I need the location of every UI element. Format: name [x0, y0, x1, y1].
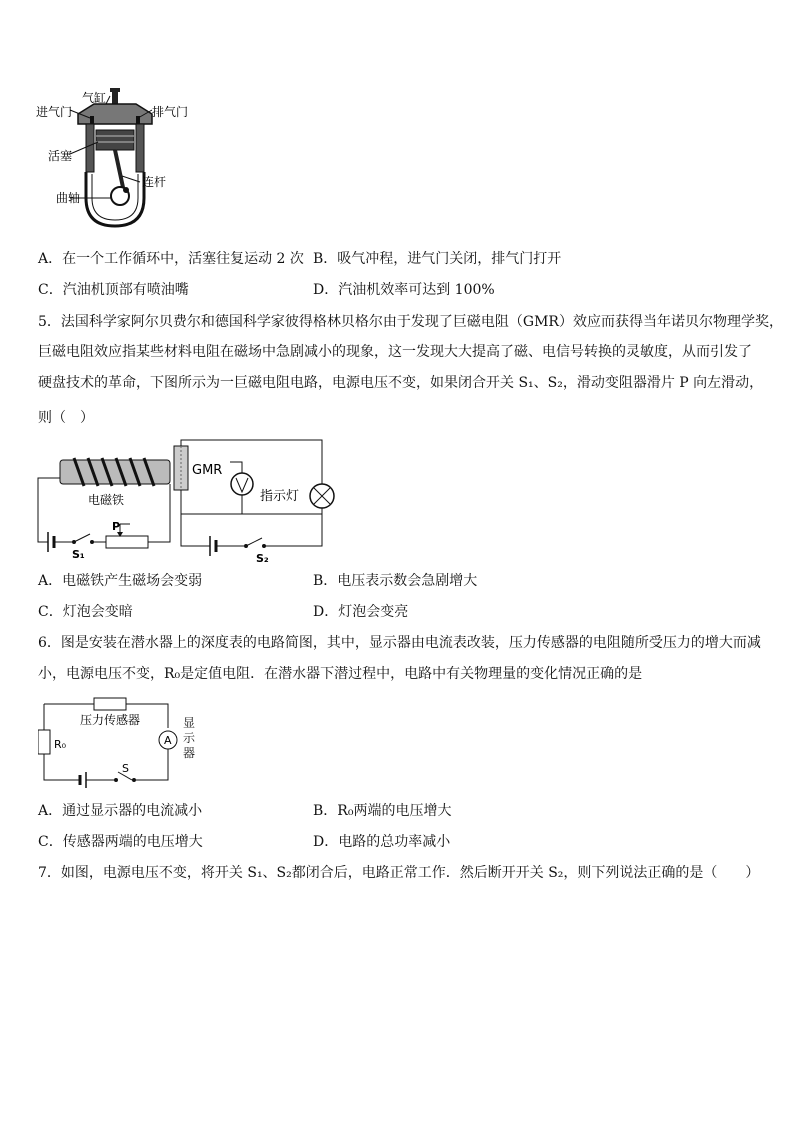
q6-option-d: D．电路的总功率减小 — [313, 834, 451, 850]
q6-option-c: C．传感器两端的电压增大 — [38, 834, 203, 850]
label-s1: S₁ — [72, 548, 85, 561]
label-gmr: GMR — [192, 463, 223, 478]
q6-option-b: B．R₀两端的电压增大 — [313, 803, 452, 819]
label-s2: S₂ — [256, 552, 269, 565]
q7-stem-line1: 7．如图，电源电压不变，将开关 S₁、S₂都闭合后，电路正常工作．然后断开开关 S₂，则下列说法正确的是（ ） — [38, 865, 760, 881]
q6-option-a: A．通过显示器的电流减小 — [38, 803, 203, 819]
q5-option-c: C．灯泡会变暗 — [38, 604, 133, 620]
engine-diagram — [34, 86, 234, 232]
label-ammeter: A — [164, 734, 172, 747]
label-p: P — [112, 520, 121, 533]
label-r0: R₀ — [54, 738, 67, 751]
q4-option-a: A．在一个工作循环中，活塞往复运动 2 次 — [38, 251, 304, 267]
q5-stem-line3: 硬盘技术的革命，下图所示为一巨磁电阻电路，电源电压不变，如果闭合开关 S₁、S₂，滑动变阻器滑片 P 向左滑动， — [38, 375, 764, 391]
q4-option-b: B．吸气冲程，进气门关闭，排气门打开 — [313, 251, 562, 267]
q6-stem-line1: 6．图是安装在潜水器上的深度表的电路简图，其中，显示器由电流表改装，压力传感器的电阻随所受压力的增大而减 — [38, 635, 761, 651]
label-display: 显示器 — [183, 716, 196, 760]
q6-stem-line2: 小，电源电压不变，R₀是定值电阻．在潜水器下潜过程中，电路中有关物理量的变化情况正确的是 — [38, 666, 643, 682]
q5-option-d: D．灯泡会变亮 — [313, 604, 409, 620]
q5-stem-line1: 5．法国科学家阿尔贝费尔和德国科学家彼得格林贝格尔由于发现了巨磁电阻（GMR）效应而获得当年诺贝尔物理学奖， — [38, 314, 783, 330]
label-indicator-lamp: 指示灯 — [260, 489, 300, 504]
label-electromagnet: 电磁铁 — [88, 493, 125, 507]
q5-option-a: A．电磁铁产生磁场会变弱 — [38, 573, 203, 589]
label-pressure-sensor: 压力传感器 — [80, 713, 141, 727]
q4-option-d: D．汽油机效率可达到 100% — [313, 282, 495, 298]
label-piston: 活塞 — [48, 149, 73, 163]
q4-option-c: C．汽油机顶部有喷油嘴 — [38, 282, 189, 298]
q5-stem-line2: 巨磁电阻效应指某些材料电阻在磁场中急剧减小的现象，这一发现大大提高了磁、电信号转换的灵敏度，从而引发了 — [38, 344, 752, 360]
label-cylinder: 气缸 — [82, 91, 107, 105]
label-switch-s: S — [122, 762, 129, 775]
q5-stem-line4: 则（ ） — [38, 410, 94, 426]
label-connecting-rod: 连杆 — [142, 175, 167, 189]
label-exhaust-valve: 排气门 — [152, 105, 189, 119]
gmr-circuit-diagram — [34, 438, 344, 568]
label-intake-valve: 进气门 — [36, 105, 73, 119]
q5-option-b: B．电压表示数会急剧增大 — [313, 573, 478, 589]
label-crankshaft: 曲轴 — [56, 191, 81, 205]
